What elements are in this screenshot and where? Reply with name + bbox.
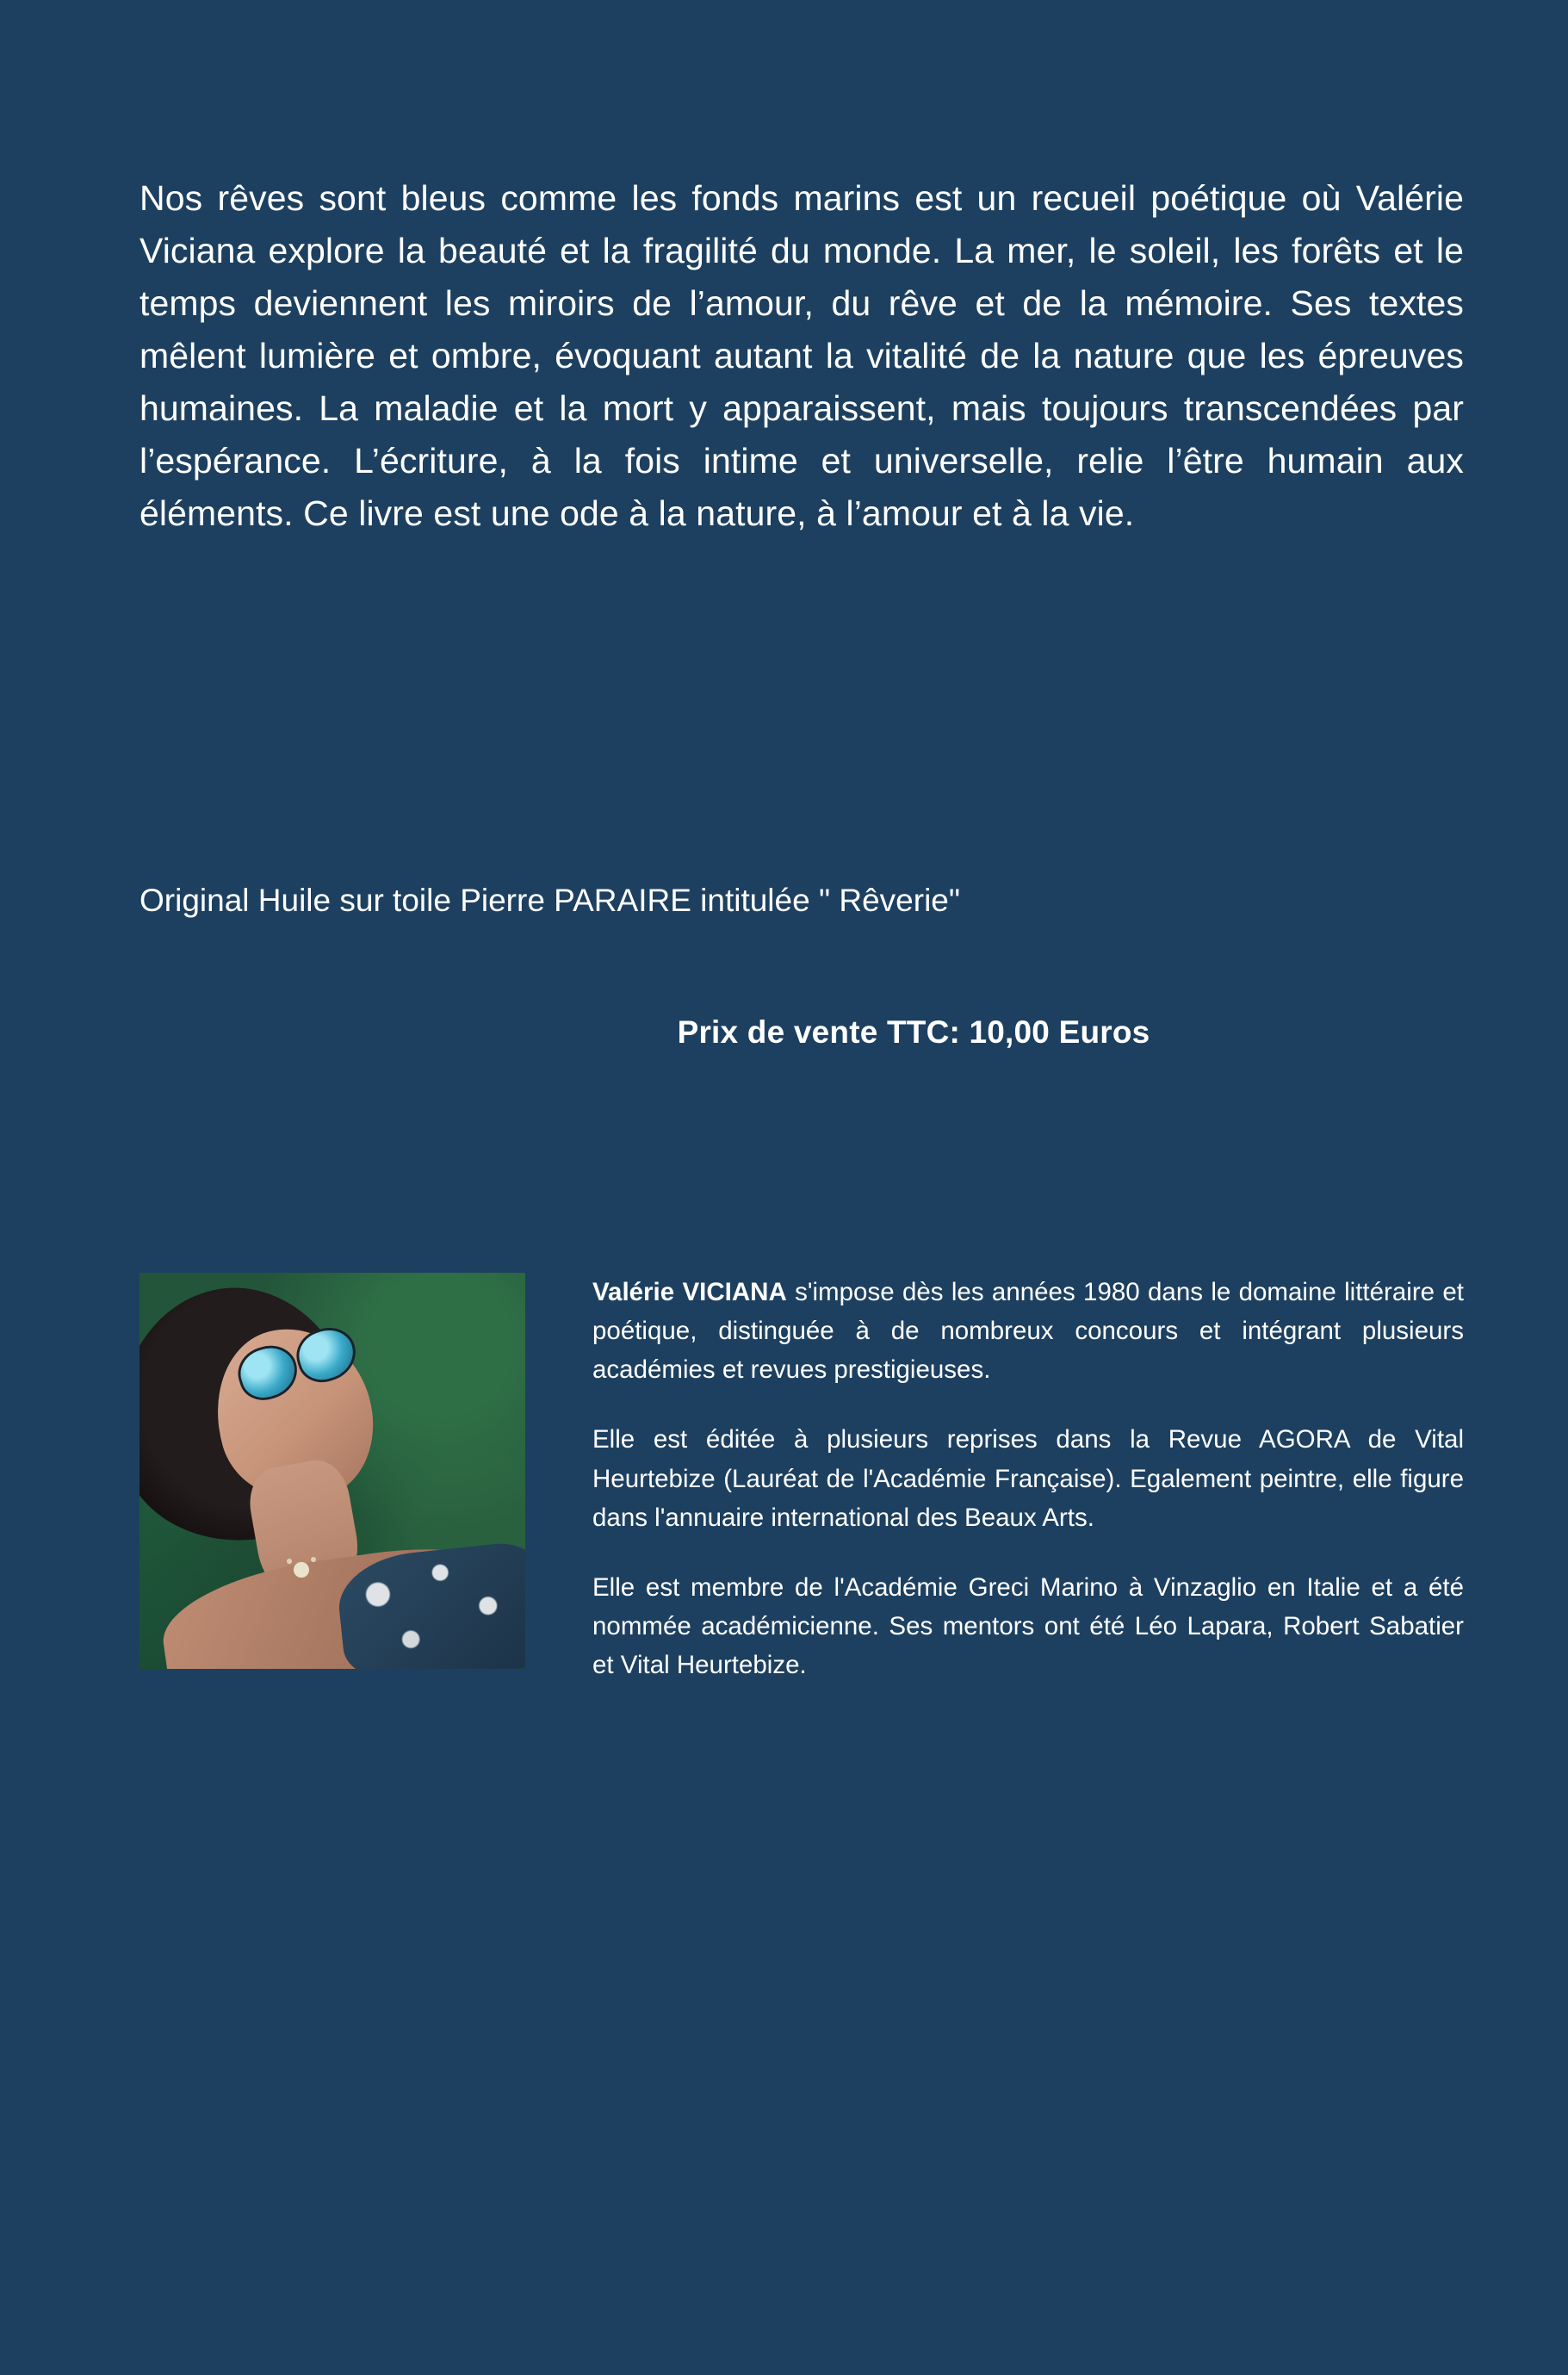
author-portrait-photo (139, 1273, 525, 1669)
artwork-credit-line: Original Huile sur toile Pierre PARAIRE intitulée " Rêverie" (139, 883, 961, 918)
price-label: Prix de vente TTC: 10,00 Euros (677, 1014, 1150, 1050)
author-biography (525, 1273, 1464, 1684)
synopsis-paragraph: Nos rêves sont bleus comme les fonds marins est un recueil poétique où Valérie Viciana explore la beauté et la fragilité du monde. La mer, le soleil, les forêts et le temps deviennent les miroirs de l’amour, du rêve et de la mémoire. Ses textes mêlent lumière et ombre, évoquant autant la vitalité de la nature que les épreuves humaines. La maladie et la mort y apparaissent, mais toujours transcendées par l’espérance. L’écriture, à la fois intime et universelle, relie l’être humain aux éléments. Ce livre est une ode à la nature, à l’amour et à la vie. (139, 178, 1464, 534)
bio-paragraph-1 (592, 1273, 1464, 1389)
bio-paragraph-3: Elle est membre de l'Académie Greci Marino à Vinzaglio en Italie et a été nommée académicienne. Ses mentors ont été Léo Lapara, Robert Sabatier et Vital Heurtebize. (592, 1572, 1464, 1679)
bio-paragraph-1-rest: s'impose dès les années 1980 dans le domaine littéraire et poétique, distinguée à de nombreux concours et intégrant plusieurs académies et revues prestigieuses. (592, 1278, 1464, 1385)
author-section (139, 1273, 1464, 1684)
bio-paragraph-2: Elle est éditée à plusieurs reprises dans la Revue AGORA de Vital Heurtebize (Lauréat de l'Académie Française). Egalement peintre, elle figure dans l'annuaire international des Beaux Arts. (592, 1425, 1464, 1532)
author-name: Valérie VICIANA (592, 1278, 787, 1306)
